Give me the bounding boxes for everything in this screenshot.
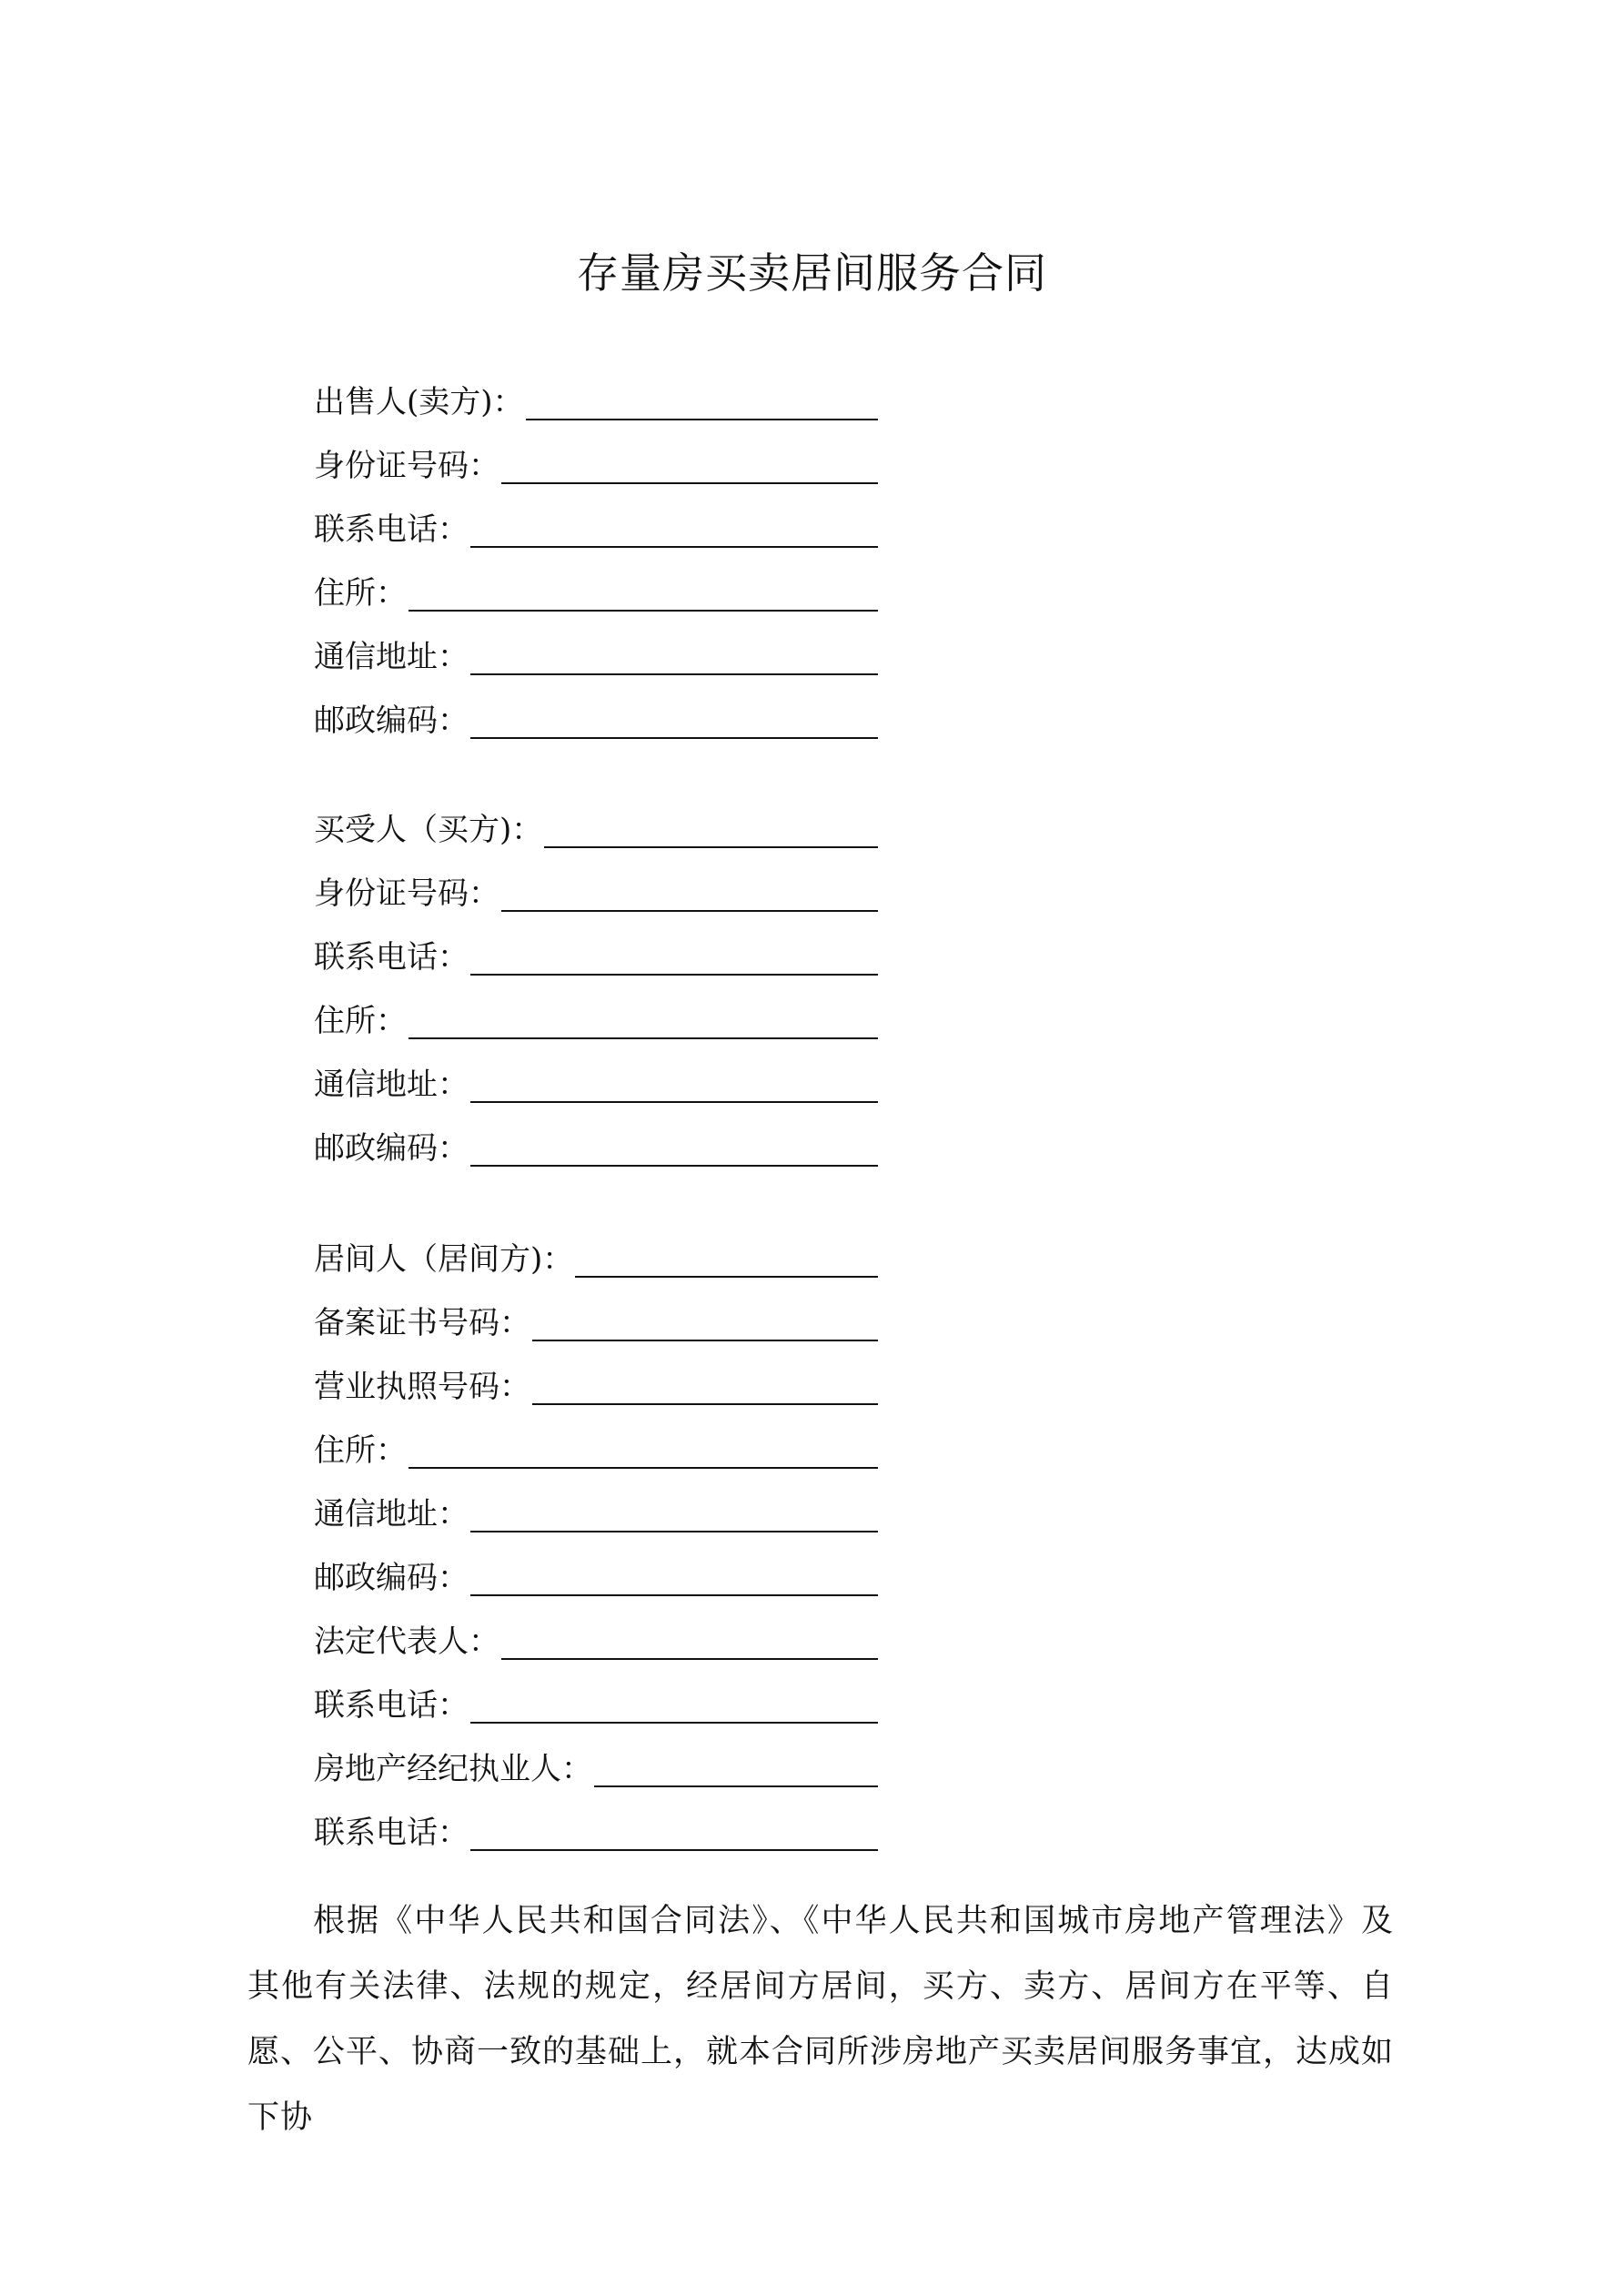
intermediary-postcode-field (314, 1536, 878, 1600)
fill-in-blank[interactable] (470, 1065, 878, 1103)
field-label: 备案证书号码： (314, 1305, 530, 1341)
buyer-section (314, 788, 878, 1170)
field-label: 出售人(卖方)： (314, 384, 524, 420)
field-label: 住所： (314, 1003, 407, 1039)
buyer-residence-field (314, 979, 878, 1043)
fill-in-blank[interactable] (501, 874, 878, 912)
fill-in-blank[interactable] (409, 1431, 878, 1469)
intermediary-name-field (314, 1218, 878, 1281)
field-label: 住所： (314, 1432, 407, 1469)
fill-in-blank[interactable] (501, 1622, 878, 1660)
fill-in-blank[interactable] (470, 1558, 878, 1596)
intermediary-agent-phone-field (314, 1791, 878, 1855)
fill-in-blank[interactable] (594, 1749, 878, 1787)
document-title: 存量房买卖居间服务合同 (577, 248, 1047, 298)
intermediary-license-field (314, 1345, 878, 1409)
fill-in-blank[interactable] (409, 573, 878, 612)
field-label: 身份证号码： (314, 875, 499, 912)
seller-postcode-field (314, 679, 878, 743)
fill-in-blank[interactable] (470, 701, 878, 739)
intermediary-certificate-field (314, 1281, 878, 1345)
fill-in-blank[interactable] (526, 382, 878, 420)
field-label: 居间人（居间方)： (314, 1241, 574, 1278)
fill-in-blank[interactable] (470, 637, 878, 675)
seller-section (314, 360, 878, 743)
field-label: 通信地址： (314, 1067, 469, 1103)
seller-residence-field (314, 551, 878, 615)
field-label: 通信地址： (314, 1496, 469, 1532)
field-label: 联系电话： (314, 1687, 469, 1724)
seller-id-field (314, 424, 878, 488)
field-label: 房地产经纪执业人： (314, 1751, 592, 1787)
fill-in-blank[interactable] (532, 1303, 878, 1341)
intermediary-address-field (314, 1472, 878, 1536)
fill-in-blank[interactable] (470, 1685, 878, 1724)
fill-in-blank[interactable] (409, 1001, 878, 1039)
field-label: 营业执照号码： (314, 1369, 530, 1405)
field-label: 邮政编码： (314, 703, 469, 739)
intermediary-residence-field (314, 1409, 878, 1472)
fill-in-blank[interactable] (532, 1367, 878, 1405)
preamble-paragraph: 根据《中华人民共和国合同法》、《中华人民共和国城市房地产管理法》及其他有关法律、法规的规定，经居间方居间，买方、卖方、居间方在平等、自愿、公平、协商一致的基础上，就本合同所涉房地产买卖居间服务事宜，达成如下协 (247, 1903, 1395, 2136)
seller-address-field (314, 615, 878, 679)
field-label: 邮政编码： (314, 1560, 469, 1596)
field-label: 通信地址： (314, 639, 469, 675)
field-label: 法定代表人： (314, 1623, 499, 1660)
buyer-name-field (314, 788, 878, 852)
buyer-postcode-field (314, 1107, 878, 1170)
buyer-phone-field (314, 915, 878, 979)
buyer-address-field (314, 1043, 878, 1107)
field-label: 联系电话： (314, 1815, 469, 1851)
fill-in-blank[interactable] (470, 1494, 878, 1532)
fill-in-blank[interactable] (544, 810, 878, 848)
fill-in-blank[interactable] (470, 1813, 878, 1851)
fill-in-blank[interactable] (470, 1128, 878, 1167)
seller-name-field (314, 360, 878, 424)
field-label: 联系电话： (314, 939, 469, 976)
field-label: 买受人（买方)： (314, 812, 543, 848)
field-label: 联系电话： (314, 511, 469, 548)
field-label: 邮政编码： (314, 1130, 469, 1167)
field-label: 住所： (314, 575, 407, 612)
buyer-id-field (314, 852, 878, 915)
field-label: 身份证号码： (314, 448, 499, 484)
intermediary-agent-field (314, 1727, 878, 1791)
fill-in-blank[interactable] (470, 937, 878, 976)
seller-phone-field (314, 488, 878, 551)
intermediary-section (314, 1218, 878, 1855)
fill-in-blank[interactable] (470, 510, 878, 548)
intermediary-legal-rep-field (314, 1600, 878, 1664)
fill-in-blank[interactable] (501, 446, 878, 484)
intermediary-phone-field (314, 1664, 878, 1727)
fill-in-blank[interactable] (575, 1239, 878, 1278)
